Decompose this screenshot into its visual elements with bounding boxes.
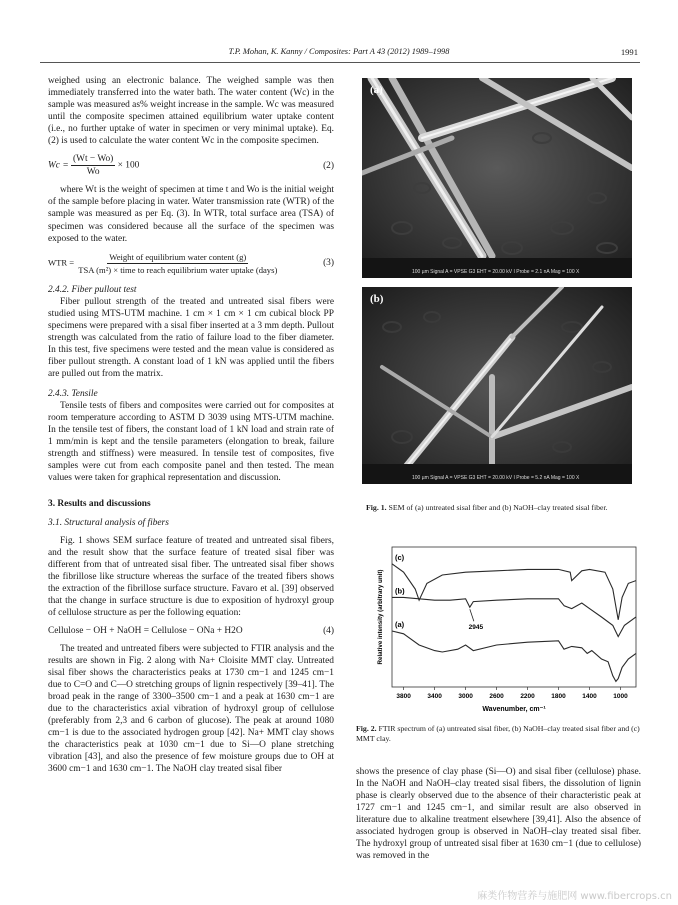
eq3-number: (3) xyxy=(323,258,334,269)
eq3-fraction xyxy=(76,251,279,276)
eq2-numerator: (Wt − Wo) xyxy=(71,153,115,166)
equation-2 xyxy=(48,153,334,178)
sem-info-bar-a xyxy=(362,258,632,278)
heading-fiber-pullout: 2.4.2. Fiber pullout test xyxy=(48,284,137,295)
sem-fibers-b xyxy=(362,287,632,484)
figure1-caption-text: SEM of (a) untreated sisal fiber and (b) NaOH–clay treated sisal fiber. xyxy=(388,503,608,512)
paragraph-water-content: weighed using an electronic balance. The weighed sample was then immediately transferred into the water bath. The water content (Wc) in the sample was measured as% weight increase in the sample. Wc was measured until the composite specimen attained equilibrium water uptake content (i.e., no further uptake of water in specimen or very minimal uptake). Eq. (2) is used to calculate the water content Wc in the composite specimen. xyxy=(48,76,334,147)
series-line-b xyxy=(392,597,636,636)
sem-image-b xyxy=(362,287,632,484)
eq3-lhs: WTR = xyxy=(48,257,75,268)
figure1-caption xyxy=(366,503,641,513)
running-header: T.P. Mohan, K. Kanny / Composites: Part A 43 (2012) 1989–1998 xyxy=(228,47,450,56)
series-line-a xyxy=(392,631,636,681)
eq2-denominator: Wo xyxy=(86,167,100,178)
right-column-text xyxy=(356,766,641,862)
header-rule xyxy=(40,62,640,63)
series-label: (b) xyxy=(395,586,405,596)
x-tick-label: 2200 xyxy=(520,693,535,700)
x-tick-label: 3000 xyxy=(458,693,473,700)
paragraph-tensile: Tensile tests of fibers and composites were carried out for composites at room temperature according to ASTM D 3039 using MTS-UTM machine. In the tensile test of fibers, the constant load of 1 kN load and strain rate of 1 mm/min is kept and the tensile parameters (elongation to break, failure strength and stiffness) were measured. In tensile test of composites, five samples were cut from each composite panel and then tested. The mean values were taken for graphical representation and discussion. xyxy=(48,401,334,484)
x-tick-label: 1800 xyxy=(551,693,566,700)
paragraph-ftir: The treated and untreated fibers were subjected to FTIR analysis and the results are shown in Fig. 2 along with Na+ Cloisite MMT clay. Untreated sisal fiber shows the characteristics peaks at 1730 cm−1 and 1245 cm−1 due to C=O and C—O stretching groups of lignin respectively [39–41]. The broad peak in the range of 3300–3500 cm−1 and a peak at 1630 cm−1 are due to the characteristics axial vibration of hydroxyl group of cellulose (preferably from 2,3 and 6 carbon of glucose). The peak at around 1080 cm−1 is due to the associated hydrogen group [42]. Na+ MMT clay shows the characteristics peak at 1030 cm−1 due to Si—O plane stretching vibration [43], and also the presence of few moisture groups due to OH at 3600 cm−1 and 1630 cm−1. The NaOH clay treated sisal fiber xyxy=(48,643,334,775)
ftir-chart xyxy=(376,545,644,715)
annotation-label: 2945 xyxy=(468,624,484,632)
series-label: (a) xyxy=(395,620,405,629)
watermark: 麻类作物营养与施肥网 www.fibercrops.cn xyxy=(477,891,672,902)
equation-3 xyxy=(48,251,334,276)
paragraph-ftir-continued: shows the presence of clay phase (Si—O) and sisal fiber (cellulose) phase. In the NaOH and NaOH–clay treated sisal fibers, the dissolution of lignin phase is clearly observed due to the absence of their characteristic peak at 1727 cm−1 and 1245 cm−1, and similar result are also observed in literature due to alkaline treatment elsewhere [39,41]. Also the absence of associated hydrogen group is observed in NaOH–clay treated sisal fiber. The hydroxyl group of untreated sisal fiber at 1630 cm−1 (due to cellulose) was removed in the xyxy=(356,767,641,862)
eq2-number: (2) xyxy=(323,160,334,171)
y-axis-label: Relative intensity (arbitrary unit) xyxy=(377,569,384,665)
annotation-arrow xyxy=(470,609,474,621)
plot-frame xyxy=(392,547,636,687)
eq4-body: Cellulose − OH + NaOH = Cellulose − ONa + H2O xyxy=(48,625,243,636)
figure2-caption-label: Fig. 2. xyxy=(356,724,377,733)
sem-image-a xyxy=(362,78,632,278)
sem-info-bar-b xyxy=(362,464,632,484)
sem-info-b: 100 µm Signal A = VPSE G3 EHT = 20.00 kV I Probe = 5.2 nA Mag = 100 X xyxy=(412,475,580,481)
eq2-fraction xyxy=(71,153,115,178)
paragraph-wtr: where Wt is the weight of specimen at time t and Wo is the initial weight of the sample before placing in water. Water transmission rate (WTR) of the sample was measured as per Eq. (3). In WTR, total surface area (TSA) of specimen was considered because all the surface of the specimen was exposed to the water. xyxy=(48,185,334,244)
eq3-numerator: Weight of equilibrium water content (g) xyxy=(107,251,248,264)
eq2-lhs: Wc = xyxy=(48,160,69,171)
x-tick-label: 2600 xyxy=(489,693,504,700)
x-tick-label: 3800 xyxy=(396,693,411,700)
figure1-caption-label: Fig. 1. xyxy=(366,503,387,512)
eq3-denominator: TSA (m²) × time to reach equilibrium water uptake (days) xyxy=(78,264,278,275)
x-axis-label: Wavenumber, cm⁻¹ xyxy=(482,706,546,713)
paragraph-sem: Fig. 1 shows SEM surface feature of treated and untreated sisal fibers, and the result show that the surface feature of treated sisal fiber was different from that of untreated sisal fiber. The untreated sisal fiber shows the fibrillose like structure whereas the surface of the treated fibers shows the extraction of the fibrillose surface structure. Favaro et al. [39] observed that the change in surface structure is due to exposition of hydroxyl group of cellulose structure as per the following equation: xyxy=(48,535,334,618)
x-tick-label: 1400 xyxy=(582,693,597,700)
sem-label-b: (b) xyxy=(370,293,384,305)
sem-label-a: (a) xyxy=(370,84,383,96)
x-tick-label: 1000 xyxy=(613,693,628,700)
heading-results: 3. Results and discussions xyxy=(48,499,151,510)
eq4-number: (4) xyxy=(323,625,334,636)
equation-4 xyxy=(48,625,334,637)
eq2-tail: × 100 xyxy=(117,160,140,171)
page-number: 1991 xyxy=(620,47,638,57)
figure2-caption-text: FTIR spectrum of (a) untreated sisal fiber, (b) NaOH–clay treated sisal fiber and (c) MMT clay. xyxy=(356,724,640,743)
sem-info-a: 100 µm Signal A = VPSE G3 EHT = 20.00 kV I Probe = 2.1 nA Mag = 100 X xyxy=(412,269,580,275)
heading-tensile: 2.4.3. Tensile xyxy=(48,389,98,400)
series-line-c xyxy=(392,564,636,620)
left-column xyxy=(48,75,334,775)
x-tick-label: 3400 xyxy=(427,693,442,700)
sem-fibers-a xyxy=(362,78,632,278)
figure2-caption xyxy=(356,724,641,744)
series-label: (c) xyxy=(395,552,405,562)
heading-structural-analysis: 3.1. Structural analysis of fibers xyxy=(48,517,169,528)
paragraph-fiber-pullout: Fiber pullout strength of the treated and untreated sisal fibers were studied using MTS-UTM machine. 1 cm × 1 cm × 1 cm cubical block PP specimens were prepared with a sisal fiber inserted at a 3 mm depth. Pullout strength was calculated from the ratio of failure load to the fiber diameter. In this test, five specimens were tested and the mean value is considered as fiber pullout strength. A constant load of 1 kN was applied until the fibers are pulled out from the matrix. xyxy=(48,296,334,380)
